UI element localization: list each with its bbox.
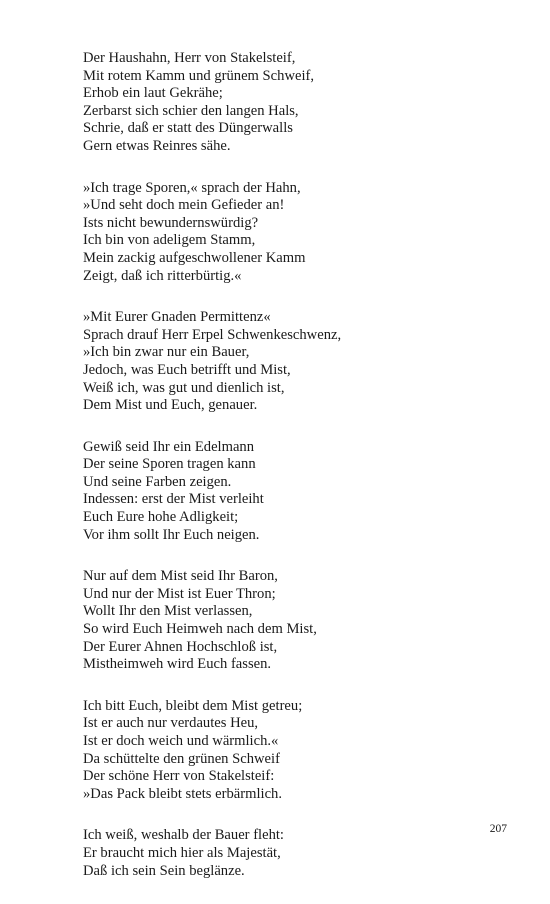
poem-line: Ich bin von adeligem Stamm,	[83, 232, 256, 249]
poem-line: Mit rotem Kamm und grünem Schweif,	[83, 67, 315, 84]
poem-line: So wird Euch Heimweh nach dem Mist,	[83, 621, 317, 638]
poem-line: Ists nicht bewundernswürdig?	[83, 214, 259, 231]
poem-text	[83, 50, 503, 904]
poem-line: Gern etwas Reinres sähe.	[83, 137, 231, 154]
poem-line: Erhob ein laut Gekrähe;	[83, 85, 223, 102]
poem-line: Jedoch, was Euch betrifft und Mist,	[83, 361, 291, 378]
poem-line: Sprach drauf Herr Erpel Schwenkeschwenz,	[83, 326, 342, 343]
poem-line: Er braucht mich hier als Majestät,	[83, 844, 281, 861]
poem-line: »Ich trage Sporen,« sprach der Hahn,	[83, 179, 301, 196]
poem-line: Der Eurer Ahnen Hochschloß ist,	[83, 638, 278, 655]
poem-line: Indessen: erst der Mist verleiht	[83, 491, 264, 508]
poem-line: Ist er auch nur verdautes Heu,	[83, 715, 259, 732]
page-number: 207	[489, 823, 507, 835]
stanza-2	[83, 180, 503, 286]
poem-line: Ich bitt Euch, bleibt dem Mist getreu;	[83, 697, 303, 714]
poem-line: Der schöne Herr von Stakelsteif:	[83, 768, 275, 785]
poem-line: Vor ihm sollt Ihr Euch neigen.	[83, 526, 260, 543]
stanza-4	[83, 439, 503, 545]
poem-line: »Das Pack bleibt stets erbärmlich.	[83, 785, 282, 802]
poem-line: Mein zackig aufgeschwollener Kamm	[83, 249, 306, 266]
poem-line: Weiß ich, was gut und dienlich ist,	[83, 379, 285, 396]
poem-line: Schrie, daß er statt des Düngerwalls	[83, 120, 293, 137]
stanza-6	[83, 698, 503, 804]
poem-line: Euch Eure hohe Adligkeit;	[83, 509, 239, 526]
poem-line: Dem Mist und Euch, genauer.	[83, 397, 258, 414]
poem-line: »Mit Eurer Gnaden Permittenz«	[83, 309, 271, 326]
stanza-3	[83, 309, 503, 415]
poem-line: Und seine Farben zeigen.	[83, 473, 232, 490]
poem-line: Nur auf dem Mist seid Ihr Baron,	[83, 568, 278, 585]
poem-line: Ist er doch weich und wärmlich.«	[83, 733, 279, 749]
poem-line: »Ich bin zwar nur ein Bauer,	[83, 344, 250, 361]
poem-line: Da schüttelte den grünen Schweif	[83, 750, 280, 767]
stanza-1	[83, 50, 503, 156]
poem-line: Mistheimweh wird Euch fassen.	[83, 656, 272, 673]
poem-line: Daß ich sein Sein beglänze.	[83, 862, 245, 879]
poem-line: Wollt Ihr den Mist verlassen,	[83, 603, 253, 620]
poem-line: »Und seht doch mein Gefieder an!	[83, 197, 285, 214]
stanza-7	[83, 827, 503, 880]
poem-line: Zeigt, daß ich ritterbürtig.«	[83, 267, 242, 284]
stanza-5	[83, 568, 503, 674]
poem-line: Zerbarst sich schier den langen Hals,	[83, 102, 299, 119]
poem-line: Und nur der Mist ist Euer Thron;	[83, 585, 276, 602]
poem-line: Ich weiß, weshalb der Bauer fleht:	[83, 827, 284, 844]
poem-line: Gewiß seid Ihr ein Edelmann	[83, 438, 255, 455]
poem-line: Der seine Sporen tragen kann	[83, 456, 256, 473]
poem-line: Der Haushahn, Herr von Stakelsteif,	[83, 50, 296, 66]
